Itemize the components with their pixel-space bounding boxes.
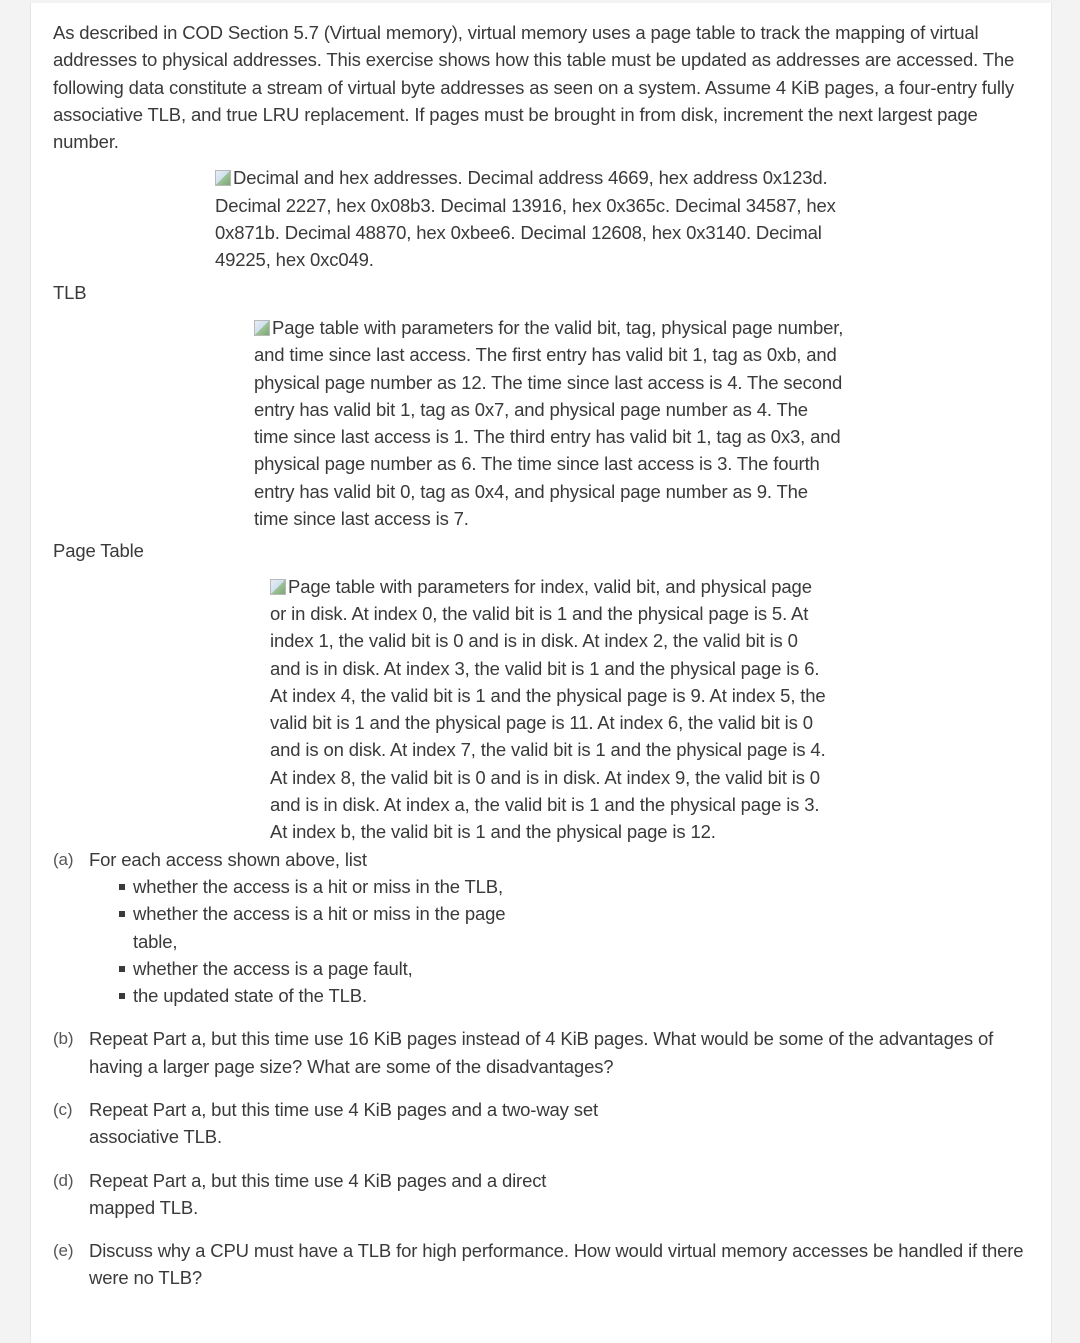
tlb-alt-text: Page table with parameters for the valid bit, tag, physical page number, and time since last access. The first entry has valid bit 1, tag as 0xb, and physical page number as 12. The time since last access is 4. The second entry has valid bit 1, tag as 0x7, and physical page number as 4. The time since last access is 1. The third entry has valid bit 1, tag as 0x3, and physical page number as 6. The time since last access is 3. The fourth entry has valid bit 0, tag as 0x4, and physical page number as 9. The time since last access is 7. (254, 316, 844, 530)
part-a (53, 846, 1038, 1010)
intro-paragraph: As described in COD Section 5.7 (Virtual memory), virtual memory uses a page table to track the mapping of virtual addresses to physical addresses. This exercise shows how this table must be updated as addresses are accessed. The following data constitute a stream of virtual byte addresses as seen on a system. Assume 4 KiB pages, a four-entry fully associative TLB, and true LRU replacement. If pages must be brought in from disk, increment the next largest page number. (53, 22, 1015, 153)
question-parts (53, 846, 1038, 1292)
part-text: Discuss why a CPU must have a TLB for high performance. How would virtual memory accesses be handled if there were no TLB? (89, 1240, 1024, 1289)
part-d (53, 1167, 609, 1222)
bullet-item: whether the access is a hit or miss in the TLB, (119, 873, 539, 900)
broken-image-icon (254, 320, 270, 336)
part-c (53, 1096, 649, 1151)
tlb-label: TLB (53, 281, 87, 303)
part-text: Repeat Part a, but this time use 16 KiB pages instead of 4 KiB pages. What would be some of the advantages of having a larger page size? What are some of the disadvantages? (89, 1028, 994, 1077)
address-stream-image (215, 164, 865, 273)
part-e (53, 1237, 1038, 1292)
tlb-image (254, 314, 844, 532)
part-a-bullets (89, 873, 539, 1009)
broken-image-icon (270, 579, 286, 595)
part-text: Repeat Part a, but this time use 4 KiB pages and a direct mapped TLB. (89, 1169, 547, 1218)
part-letter: (e) (53, 1241, 74, 1261)
question-content (53, 19, 1038, 1292)
part-b (53, 1025, 1038, 1080)
part-text: Repeat Part a, but this time use 4 KiB pages and a two-way set associative TLB. (89, 1098, 598, 1148)
address-stream-alt-text: Decimal and hex addresses. Decimal address 4669, hex address 0x123d. Decimal 2227, hex 0x08b3. Decimal 13916, hex 0x365c. Decimal 34587, hex 0x871b. Decimal 48870, hex 0xbee6. Decimal 12608, hex 0x3140. Decimal 49225, hex 0xc049. (215, 167, 836, 271)
bullet-item: whether the access is a hit or miss in the page table, (119, 900, 539, 955)
page-table-label: Page Table (53, 540, 144, 562)
part-text: For each access shown above, list (89, 848, 367, 870)
bullet-item: whether the access is a page fault, (119, 955, 539, 982)
question-card (30, 3, 1052, 1343)
part-letter: (c) (53, 1099, 73, 1119)
part-letter: (d) (53, 1170, 74, 1190)
page-table-image (270, 573, 830, 846)
page-table-alt-text: Page table with parameters for index, valid bit, and physical page or in disk. At index 0, the valid bit is 1 and the physical page is 5. At index 1, the valid bit is 0 and is in disk. At index 2, the valid bit is 0 and is in disk. At index 3, the valid bit is 1 and the physical page is 6. At index 4, the valid bit is 1 and the physical page is 9. At index 5, the valid bit is 1 and the physical page is 11. At index 6, the valid bit is 0 and is on disk. At index 7, the valid bit is 1 and the physical page is 4. At index 8, the valid bit is 0 and is in disk. At index 9, the valid bit is 0 and is in disk. At index a, the valid bit is 1 and the physical page is 3. At index b, the valid bit is 1 and the physical page is 12. (270, 575, 826, 843)
bullet-item: the updated state of the TLB. (119, 982, 539, 1009)
broken-image-icon (215, 170, 231, 186)
part-letter: (a) (53, 849, 74, 869)
part-letter: (b) (53, 1029, 74, 1049)
